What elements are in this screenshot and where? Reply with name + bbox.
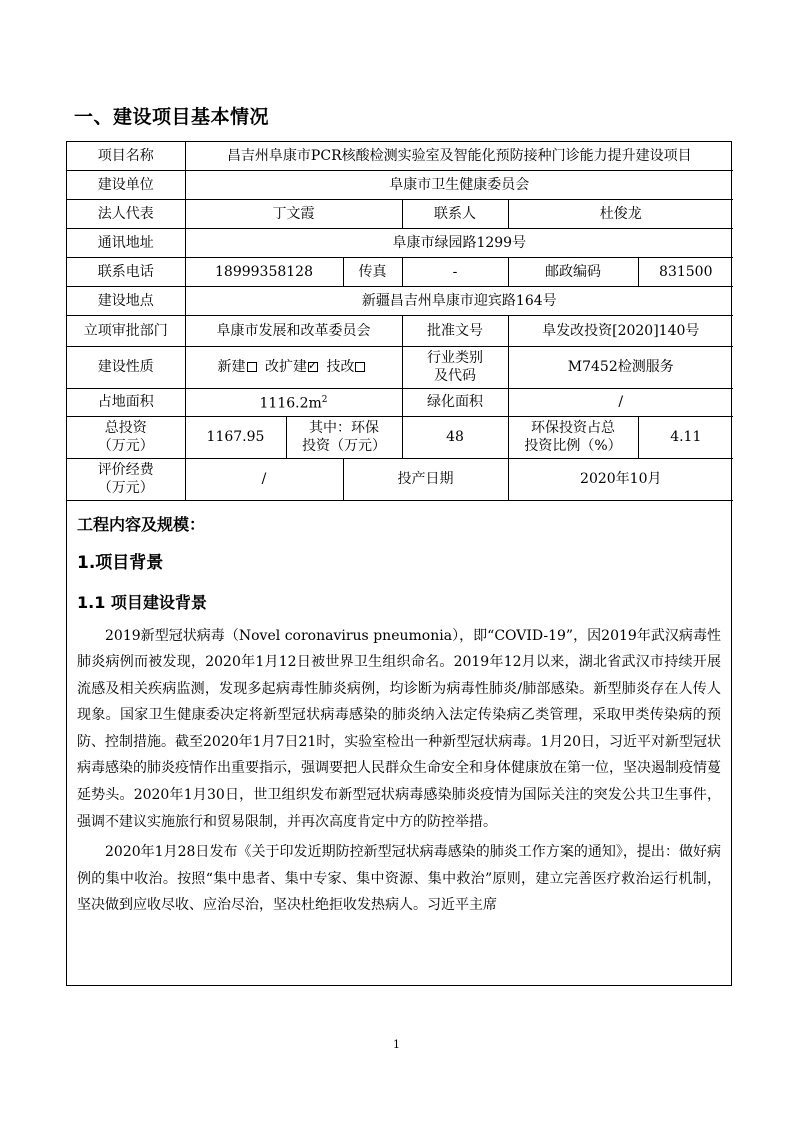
site-value: 新疆昌吉州阜康市迎宾路164号 <box>185 286 733 315</box>
table-row <box>67 257 733 286</box>
nature-label: 建设性质 <box>67 346 185 388</box>
approval-dept-label: 立项审批部门 <box>67 315 185 346</box>
area-number: 1116.2m <box>259 395 322 412</box>
address-label: 通讯地址 <box>67 228 185 257</box>
table-row <box>67 199 733 228</box>
project-info-table <box>67 142 733 501</box>
env-ratio-label-line1: 环保投资占总 <box>531 420 615 436</box>
page-number: 1 <box>393 1038 400 1051</box>
env-invest-label-line1: 其中：环保 <box>309 420 379 436</box>
project-name-label: 项目名称 <box>67 142 185 170</box>
section-heading: 1.项目背景 <box>77 552 164 573</box>
fax-value: - <box>402 257 508 286</box>
env-ratio-label-line2: 投资比例（%） <box>524 438 622 454</box>
table-row <box>67 142 733 170</box>
paragraph: 2020年1月28日发布《关于印发近期防控新型冠状病毒感染的肺炎工作方案的通知》，提出：做好病例的集中收治。按照“集中患者、集中专家、集中资源、集中救治”原则，建立完善医疗救治运行机制，坚决做到应收尽收、应治尽治，坚决杜绝拒收发热病人。习近平主席 <box>77 844 721 914</box>
checkbox-new <box>247 362 257 372</box>
invest-label <box>67 416 185 458</box>
info-frame <box>66 141 732 986</box>
table-row <box>67 170 733 199</box>
industry-label-line1: 行业类别 <box>427 350 483 366</box>
table-row <box>67 228 733 257</box>
page-title: 一、建设项目基本情况 <box>74 106 270 128</box>
invest-value: 1167.95 <box>185 416 286 458</box>
table-row <box>67 388 733 416</box>
nature-expand-label: 改扩建 <box>265 359 307 375</box>
unit-label: 建设单位 <box>67 170 185 199</box>
nature-tech-label: 技改 <box>326 359 355 375</box>
project-name-value: 昌吉州阜康市PCR核酸检测实验室及智能化预防接种门诊能力提升建设项目 <box>185 142 733 170</box>
content-heading: 工程内容及规模： <box>77 514 206 534</box>
table-row <box>67 286 733 315</box>
paragraph: 2019新型冠状病毒（Novel coronavirus pneumonia），即“COVID-19”，因2019年武汉病毒性肺炎病例而被发现，2020年1月12日被世界卫生组织命名。2019年12月以来，湖北省武汉市持续开展流感及相关疾病监测，发现多起病毒性肺炎病例，均诊断为病毒性肺炎/肺部感染。新型肺炎存在人传人现象。国家卫生健康委决定将新型冠状病毒感染的肺炎纳入法定传染病乙类管理，采取甲类传染病的预防、控制措施。截至2020年1月7日21时，实验室检出一种新型冠状病毒。1月20日，习近平对新型冠状病毒感染的肺炎疫情作出重要指示，强调要把人民群众生命安全和身体健康放在第一位，坚决遏制疫情蔓延势头。2020年1月30日，世卫组织发布新型冠状病毒感染肺炎疫情为国际关注的突发公共卫生事件，强调不建议实施旅行和贸易限制，并再次高度肯定中方的防控举措。 <box>77 627 721 830</box>
env-invest-label-line2: 投资（万元） <box>302 438 386 454</box>
nature-new-label: 新建 <box>217 359 246 375</box>
checkbox-expand <box>308 362 318 372</box>
green-value: / <box>508 388 733 416</box>
eval-fee-value: / <box>185 458 343 500</box>
env-ratio-value: 4.11 <box>638 416 733 458</box>
legal-rep-value: 丁文霞 <box>185 199 402 228</box>
table-row <box>67 315 733 346</box>
postcode-label: 邮政编码 <box>508 257 638 286</box>
eval-fee-label-line1: 评价经费 <box>97 462 154 478</box>
site-label: 建设地点 <box>67 286 185 315</box>
area-value <box>185 388 402 416</box>
address-value: 阜康市绿园路1299号 <box>185 228 733 257</box>
fax-label: 传真 <box>343 257 402 286</box>
unit-value: 阜康市卫生健康委员会 <box>185 170 733 199</box>
env-invest-value: 48 <box>402 416 508 458</box>
invest-label-line1: 总投资 <box>104 420 147 436</box>
table-row <box>67 458 733 500</box>
table-row <box>67 346 733 388</box>
area-label: 占地面积 <box>67 388 185 416</box>
area-unit-sup: 2 <box>321 395 328 406</box>
start-date-value: 2020年10月 <box>508 458 733 500</box>
eval-fee-label <box>67 458 185 500</box>
table-row <box>67 416 733 458</box>
invest-label-line2: （万元） <box>97 438 154 454</box>
nature-options <box>185 346 402 388</box>
env-invest-label <box>286 416 402 458</box>
approval-no-value: 阜发改投资[2020]140号 <box>508 315 733 346</box>
legal-rep-label: 法人代表 <box>67 199 185 228</box>
industry-label <box>402 346 508 388</box>
green-label: 绿化面积 <box>402 388 508 416</box>
subsection-heading: 1.1 项目建设背景 <box>77 592 207 612</box>
industry-value: M7452检测服务 <box>508 346 733 388</box>
approval-no-label: 批准文号 <box>402 315 508 346</box>
content-section <box>67 509 731 920</box>
phone-label: 联系电话 <box>67 257 185 286</box>
postcode-value: 831500 <box>638 257 733 286</box>
contact-value: 杜俊龙 <box>508 199 733 228</box>
industry-label-line2: 及代码 <box>434 368 476 384</box>
eval-fee-label-line2: （万元） <box>97 480 154 496</box>
start-date-label: 投产日期 <box>343 458 508 500</box>
phone-value: 18999358128 <box>185 257 343 286</box>
contact-label: 联系人 <box>402 199 508 228</box>
checkbox-tech <box>355 362 365 372</box>
env-ratio-label <box>508 416 638 458</box>
approval-dept-value: 阜康市发展和改革委员会 <box>185 315 402 346</box>
